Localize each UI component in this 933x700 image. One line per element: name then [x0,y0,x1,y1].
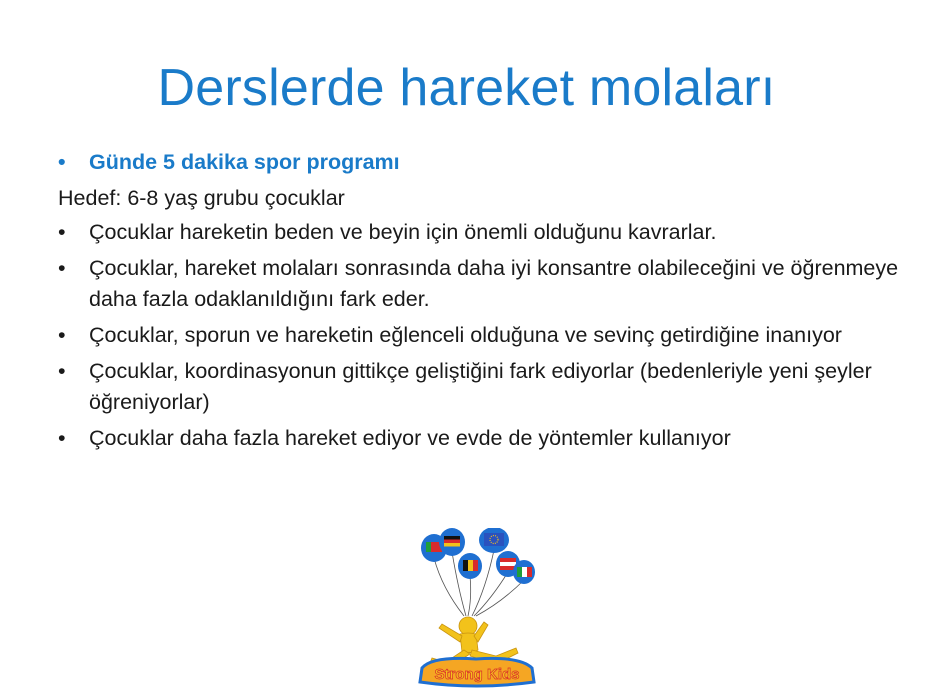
bullet-text: Çocuklar, koordinasyonun gittikçe geliştiğini fark ediyorlar (bedenleriyle yeni şeyler öğreniyorlar) [89,359,872,414]
bullet-item [58,423,908,454]
bullet-text: Çocuklar daha fazla hareket ediyor ve evde de yöntemler kullanıyor [89,426,731,450]
bullet-item [58,356,908,418]
bullet-text: Çocuklar, hareket molaları sonrasında daha iyi konsantre olabileceğini ve öğrenmeye daha fazla odaklanıldığını fark eder. [89,256,899,311]
bullet-item [58,217,908,248]
strong-kids-logo [412,528,542,688]
bullet-marker: • [58,323,66,347]
bullet-item [58,320,908,351]
bullet-marker: • [58,426,66,450]
balloon-icon [439,528,465,556]
bullet-marker: • [58,150,66,174]
slide-title: Derslerde hareket molaları [157,59,776,117]
bullet-marker: • [58,220,66,244]
balloon-icon [458,553,482,579]
target-group-line [58,183,908,214]
bullet-text: Günde 5 dakika spor programı [89,150,400,174]
balloon-icon [513,560,535,584]
bullet-item [58,253,908,315]
bullet-text: Çocuklar hareketin beden ve beyin için önemli olduğunu kavrarlar. [89,220,717,244]
bullet-list [58,147,908,459]
bullet-marker: • [58,256,66,280]
bullet-text: Çocuklar, sporun ve hareketin eğlenceli olduğuna ve sevinç getirdiğine inanıyor [89,323,842,347]
logo-text: Strong Kids [434,666,520,683]
bullet-marker: • [58,359,66,383]
bullet-item-highlight [58,147,908,178]
target-group-text: Hedef: 6-8 yaş grubu çocuklar [58,186,345,210]
balloon-icon [479,528,509,553]
